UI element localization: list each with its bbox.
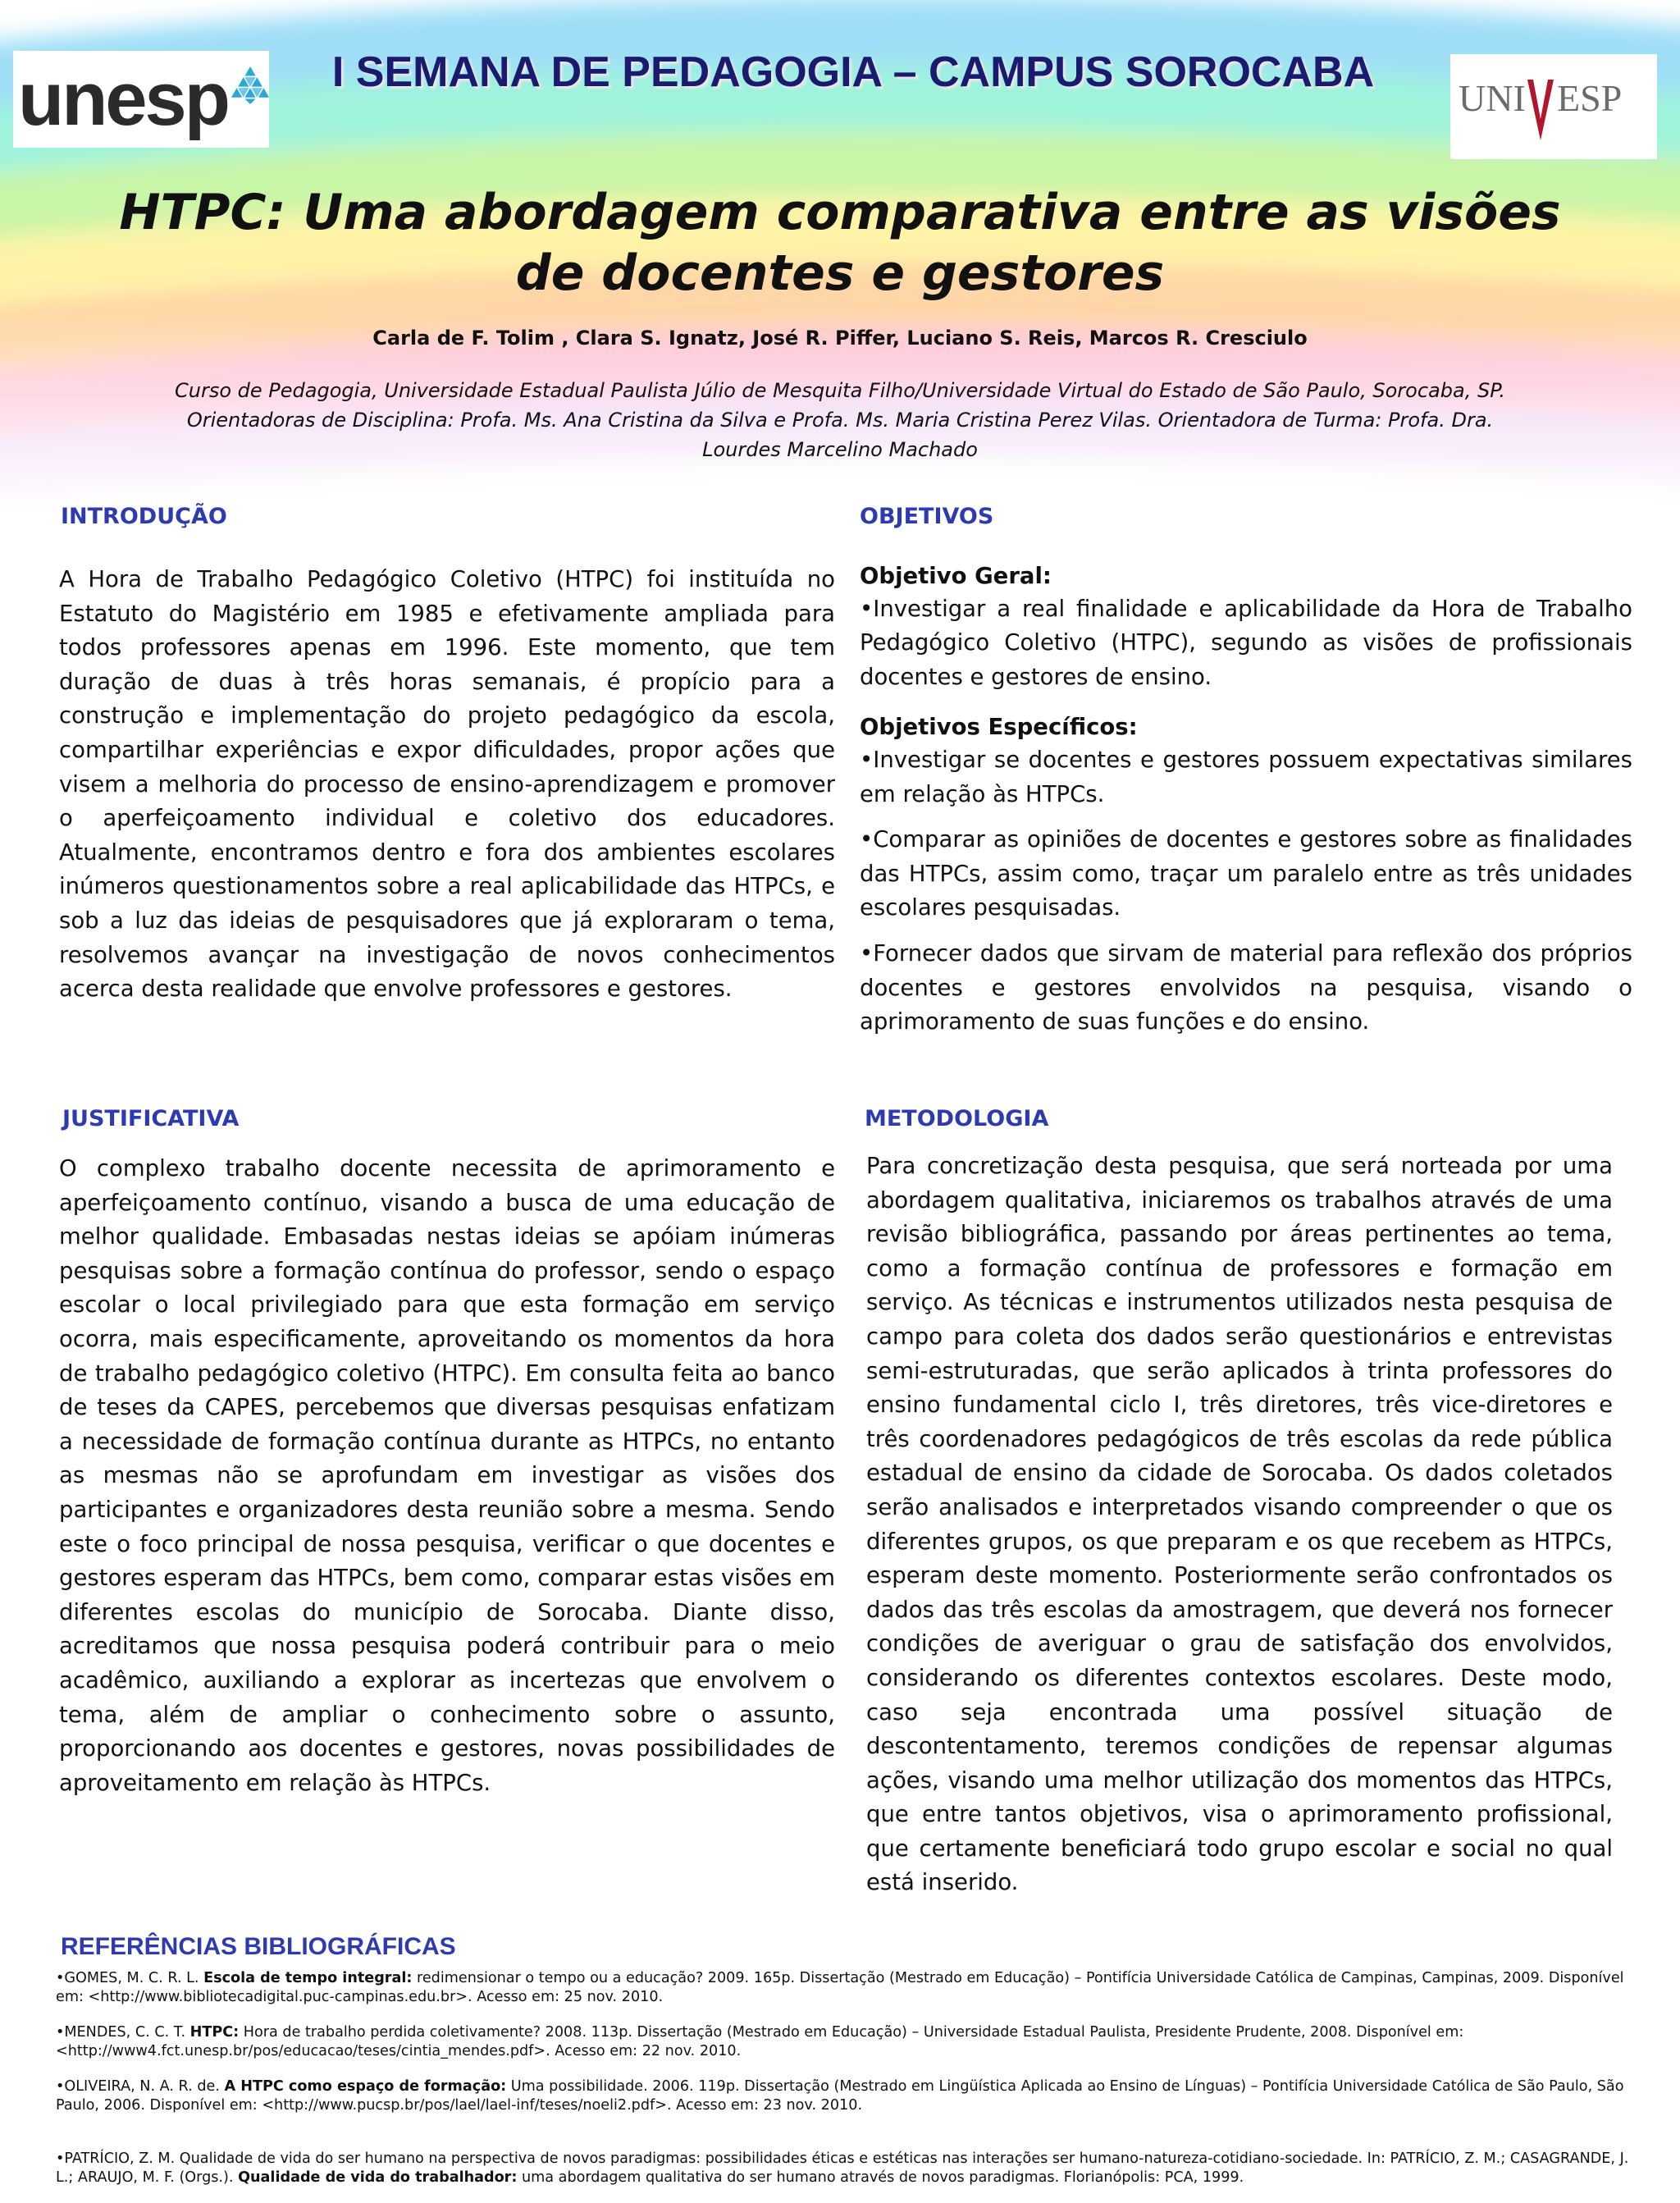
justificativa-heading: JUSTIFICATIVA — [62, 1106, 240, 1131]
objetivos-heading: OBJETIVOS — [860, 504, 994, 529]
reference-item — [56, 2023, 1634, 2061]
metodologia-text — [866, 1149, 1613, 1900]
univesp-logo-text-uni: UNI — [1459, 77, 1526, 119]
event-title: I SEMANA DE PEDAGOGIA – CAMPUS SOROCABA — [331, 48, 1375, 96]
reference-item — [56, 2150, 1634, 2187]
reference-text: Uma possibilidade. 2006. 119p. Dissertação (Mestrado em Lingüística Aplicada ao Ensino de Línguas) – Pontifícia Universidade Católica de São Paulo, São Paulo, 2006. Disponível em: <http://www.pucsp.br/pos/lael/lael-inf/teses/noeli2.pdf>. Acesso em: 23 nov. 2010. — [56, 2078, 1624, 2114]
introducao-paragraph: A Hora de Trabalho Pedagógico Coletivo (HTPC) foi instituída no Estatuto do Magistério em 1985 e efetivamente ampliada para todos professores apenas em 1996. Este momento, que tem duração de duas à três horas semanais, é propício para a construção e implementação do projeto pedagógico da escola, compartilhar experiências e expor dificuldades, propor ações que visem a melhoria do processo de ensino-aprendizagem e promover o aperfeiçoamento individual e coletivo dos educadores. Atualmente, encontramos dentro e fora dos ambientes escolares inúmeros questionamentos sobre a real aplicabilidade das HTPCs, e sob a luz das ideias de pesquisadores que já exploraram o tema, resolvemos avançar na investigação de novos conhecimentos acerca desta realidade que envolve professores e gestores. — [59, 566, 835, 1003]
objetivo-especifico-item: •Investigar se docentes e gestores possuem expectativas similares em relação às HTPCs. — [860, 746, 1632, 807]
reference-text: •GOMES, M. C. R. L. — [56, 1970, 204, 1986]
justificativa-paragraph: O complexo trabalho docente necessita de aprimoramento e aperfeiçoamento contínuo, visando a busca de uma educação de melhor qualidade. Embasadas nestas ideias se apóiam inúmeras pesquisas sobre a formação contínua do professor, sendo o espaço escolar o local privilegiado para que esta formação em serviço ocorra, mais especificamente, aproveitando os momentos da hora de trabalho pedagógico coletivo (HTPC). Em consulta feita ao banco de teses da CAPES, percebemos que diversas pesquisas enfatizam a necessidade de formação contínua durante as HTPCs, no entanto as mesmas não se aprofundam em investigar as visões dos participantes e organizadores desta reunião sobre a mesma. Sendo este o foco principal de nossa pesquisa, verificar o que docentes e gestores esperam das HTPCs, bem como, comparar estas visões em diferentes escolas do município de Sorocaba. Diante disso, acreditamos que nossa pesquisa poderá contribuir para o meio acadêmico, auxiliando a explorar as incertezas que envolvem o tema, além de ampliar o conhecimento sobre o assunto, proporcionando aos docentes e gestores, novas possibilidades de aproveitamento em relação às HTPCs. — [59, 1155, 835, 1796]
unesp-emblem-icon — [231, 61, 269, 110]
poster-title: HTPC: Uma abordagem comparativa entre as visões de docentes e gestores — [119, 184, 1561, 302]
unesp-logo — [13, 51, 269, 148]
univesp-logo-graphic — [1455, 62, 1652, 152]
reference-title: Escola de tempo integral: — [203, 1970, 413, 1986]
reference-title: HTPC: — [189, 2024, 240, 2041]
introducao-heading: INTRODUÇÃO — [61, 504, 227, 529]
metodologia-heading: METODOLOGIA — [865, 1106, 1049, 1131]
reference-text: •OLIVEIRA, N. A. R. de. — [56, 2078, 225, 2095]
objetivo-especifico-item: •Fornecer dados que sirvam de material para reflexão dos próprios docentes e gestores envolvidos na pesquisa, visando o aprimoramento de suas funções e do ensino. — [860, 939, 1632, 1035]
reference-title: A HTPC como espaço de formação: — [224, 2078, 507, 2095]
univesp-logo — [1450, 54, 1657, 159]
reference-title: Qualidade de vida do trabalhador: — [238, 2169, 518, 2186]
reference-item — [56, 1969, 1634, 2007]
reference-text: •MENDES, C. C. T. — [56, 2024, 190, 2041]
introducao-text — [59, 563, 835, 1007]
reference-text: •PATRÍCIO, Z. M. Qualidade de vida do ser humano na perspectiva de novos paradigmas: possibilidades éticas e estéticas nas interações ser humano-natureza-cotidiano-sociedade. In: PATRÍCIO, Z. M.; CASAGRANDE, J. L.; ARAUJO, M. F. (Orgs.). — [56, 2150, 1629, 2186]
unesp-logo-text: unesp — [18, 57, 228, 141]
objetivos-especificos-heading: Objetivos Específicos: — [860, 714, 1138, 741]
affiliation: Curso de Pedagogia, Universidade Estadual Paulista Júlio de Mesquita Filho/Universidade Virtual do Estado de São Paulo, Sorocaba, SP. Orientadoras de Disciplina: Profa. Ms. Ana Cristina da Silva e Profa. Ms. Maria Cristina Perez Vilas. Orientadora de Turma: Profa. Dra. Lourdes Marcelino Machado — [175, 379, 1505, 461]
objetivo-especifico-item: •Comparar as opiniões de docentes e gestores sobre as finalidades das HTPCs, assim como, traçar um paralelo entre as três unidades escolares pesquisadas. — [860, 826, 1632, 921]
objetivos-text — [860, 560, 1632, 1040]
justificativa-text — [59, 1152, 835, 1800]
authors: Carla de F. Tolim , Clara S. Ignatz, José R. Piffer, Luciano S. Reis, Marcos R. Cresciulo — [372, 327, 1308, 350]
objetivo-geral-heading: Objetivo Geral: — [860, 563, 1052, 589]
referencias-heading: REFERÊNCIAS BIBLIOGRÁFICAS — [61, 1933, 456, 1960]
reference-text: redimensionar o tempo ou a educação? 2009. 165p. Dissertação (Mestrado em Educação) – Pontifícia Universidade Católica de Campinas, Campinas, 2009. Disponível em: <http://www.bibliotecadigital.puc-campinas.edu.br>. Acesso em: 25 nov. 2010. — [56, 1970, 1624, 2005]
reference-text: uma abordagem qualitativa do ser humano através de novos paradigmas. Florianópolis: PCA, 1999. — [517, 2169, 1244, 2186]
metodologia-paragraph: Para concretização desta pesquisa, que será norteada por uma abordagem qualitativa, iniciaremos os trabalhos através de uma revisão bibliográfica, passando por áreas pertinentes ao tema, como a formação contínua de professores e formação em serviço. As técnicas e instrumentos utilizados nesta pesquisa de campo para coleta dos dados serão questionários e entrevistas semi-estruturadas, que serão aplicados à trinta professores do ensino fundamental ciclo I, três diretores, três vice-diretores e três coordenadores pedagógicos de três escolas da rede pública estadual de ensino da cidade de Sorocaba. Os dados coletados serão analisados e interpretados visando compreender o que os diferentes grupos, os que preparam e os que recebem as HTPCs, esperam deste momento. Posteriormente serão confrontados os dados das três escolas da amostragem, que deverá nos fornecer condições de averiguar o grau de satisfação dos envolvidos, considerando os diferentes contextos escolares. Deste modo, caso seja encontrada uma possível situação de descontentamento, teremos condições de repensar algumas ações, visando uma melhor utilização dos momentos das HTPCs, que entre tantos objetivos, visa o aprimoramento profissional, que certamente beneficiará todo grupo escolar e social no qual está inserido. — [866, 1153, 1613, 1896]
reference-text: Hora de trabalho perdida coletivamente? 2008. 113p. Dissertação (Mestrado em Educação) – Universidade Estadual Paulista, Presidente Prudente, 2008. Disponível em: <http://www4.fct.unesp.br/pos/educacao/teses/cintia_mendes.pdf>. Acesso em: 22 nov. 2010. — [56, 2024, 1464, 2059]
reference-item — [56, 2077, 1634, 2115]
univesp-logo-text-esp: ESP — [1557, 77, 1623, 119]
objetivo-geral-item: •Investigar a real finalidade e aplicabilidade da Hora de Trabalho Pedagógico Coletivo (HTPC), segundo as visões de profissionais docentes e gestores de ensino. — [860, 595, 1632, 690]
univesp-v-mark — [1527, 80, 1554, 140]
